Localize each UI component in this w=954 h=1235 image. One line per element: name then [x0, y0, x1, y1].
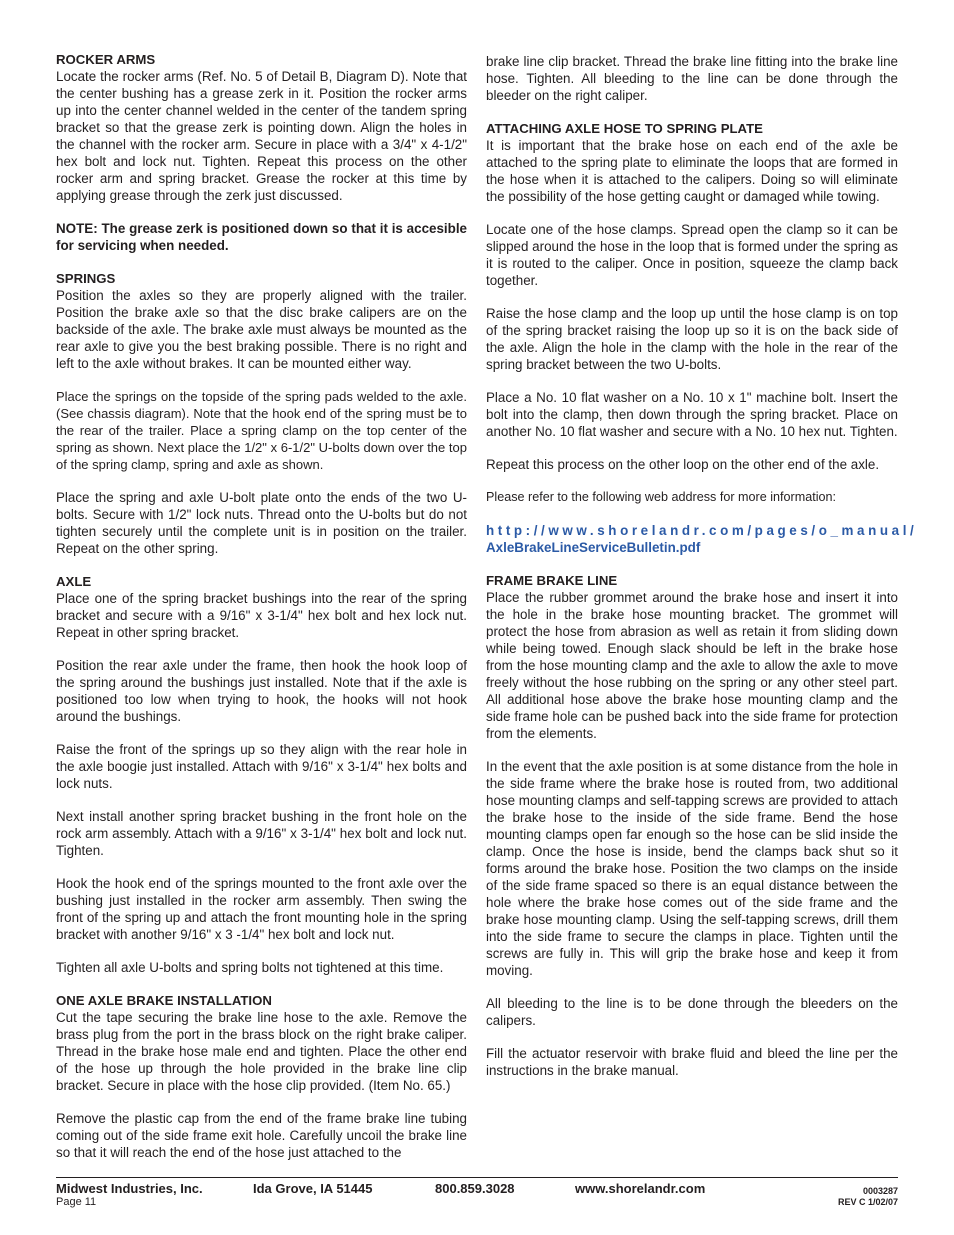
document-number: 0003287: [862, 1186, 898, 1196]
frame-brake-line-heading: FRAME BRAKE LINE: [486, 573, 618, 588]
revision-date: REV C 1/02/07: [837, 1197, 898, 1207]
refer-paragraph: Please refer to the following web address for more information:: [486, 490, 836, 504]
frame-brake-paragraph-3: All bleeding to the line is to be done through the bleeders on the calipers.: [486, 996, 898, 1028]
document-revision: [838, 1186, 898, 1208]
attaching-axle-hose-heading: ATTACHING AXLE HOSE TO SPRING PLATE: [486, 121, 763, 136]
right-column: [486, 53, 918, 1079]
axle-paragraph-3: Raise the front of the springs up so they align with the rear hole in the axle boogie just installed. Attach with 9/16" x 3-1/4" hex bolts and lock nuts.: [56, 742, 467, 791]
one-axle-brake-heading: ONE AXLE BRAKE INSTALLATION: [56, 993, 272, 1008]
attaching-paragraph-1: It is important that the brake hose on each end of the axle be attached to the spring plate to eliminate the loops that are formed in the hose when it is attached to the calipers. Doing so will eliminate the possibility of the hose getting caught or damaged while towing.: [486, 138, 898, 204]
service-bulletin-link-line-1[interactable]: http://www.shorelandr.com/pages/o_manual/: [486, 523, 918, 538]
axle-paragraph-2: Position the rear axle under the frame, then hook the hook loop of the spring around the bushings just installed. Note that if the axle is positioned too low when trying to hook, the hooks will not hook around the bushings.: [56, 658, 467, 724]
footer-city: Ida Grove, IA 51445: [253, 1181, 373, 1196]
axle-paragraph-6: Tighten all axle U-bolts and spring bolts not tightened at this time.: [56, 960, 444, 975]
axle-paragraph-5: Hook the hook end of the springs mounted to the front axle over the bushing just installed in the rocker arm assembly. Then swing the front of the spring up and attach the front mounting hole in the spring bracket with another 9/16" x 3 -1/4" hex bolt and lock nut.: [56, 876, 467, 942]
frame-brake-paragraph-2: In the event that the axle position is at some distance from the hole in the side frame where the brake hose is routed from, two additional hose mounting clamps and self-tapping screws are provided to attach the brake hose to the inside of the side frame. Bend the hose mounting clamps open far enough so the hose can be slid inside the clamp. Once the hose is inside, bend the clamps back shut so it forms around the brake hose. Position the two clamps on the inside of the side frame spaced so there is an equal distance between the hole where the brake hose comes out of the side frame and the brake hose mounting clamp. Using the self-tapping screws, drill them into the side frame to secure the clamps in place. Tighten until the screws are fully in. This will grip the brake hose and keep it from moving.: [486, 759, 898, 978]
springs-paragraph-1: Position the axles so they are properly aligned with the trailer. Position the brake axle so that the disc brake calipers are on the backside of the axle. The brake axle must always be mounted as the rear axle to give you the best braking possible. There is no right and left to the axle without brakes. It can be mounted either way.: [56, 288, 467, 371]
springs-paragraph-3: Place the spring and axle U-bolt plate onto the ends of the two U-bolts. Secure with 1/2" lock nuts. Thread onto the U-bolts but do not tighten securely until the complete unit is in position on the trailer. Repeat on the other spring.: [56, 490, 467, 556]
attaching-paragraph-5: Repeat this process on the other loop on the other end of the axle.: [486, 457, 880, 472]
one-axle-brake-paragraph-2: Remove the plastic cap from the end of the frame brake line tubing coming out of the side frame exit hole. Carefully uncoil the brake line so that it will reach the end of the hose just attached to the: [56, 1111, 467, 1160]
footer-divider: [56, 1177, 898, 1178]
attaching-paragraph-4: Place a No. 10 flat washer on a No. 10 x 1" machine bolt. Insert the bolt into the clamp, then down through the spring bracket. Place on another No. 10 flat washer and secure with a No. 10 hex nut. Tighten.: [486, 390, 898, 439]
springs-heading: SPRINGS: [56, 271, 116, 286]
attaching-paragraph-3: Raise the hose clamp and the loop up until the hose clamp is on top of the spring bracket raising the loop up so it is on the back side of the axle. Align the hole in the clamp with the hole in the rear of the spring bracket between the two U-bolts.: [486, 306, 898, 372]
attaching-paragraph-2: Locate one of the hose clamps. Spread open the clamp so it can be slipped around the hose in the loop that is formed under the spring as it is routed to the caliper. Once in position, squeeze the clamp back together.: [486, 222, 898, 288]
rocker-arms-paragraph: Locate the rocker arms (Ref. No. 5 of Detail B, Diagram D). Note that the center bushing has a grease zerk in it. Position the rocker arms up into the center channel welded in the center of the tandem spring bracket so that the grease zerk is pointing down. Align the holes in the channel with the rocker arm. Secure in place with a 3/4" x 4-1/2" hex bolt and lock nut. Tighten. Repeat this process on the other rocker arm and spring bracket. Grease the rocker at this time by applying grease through the zerk just discussed.: [56, 69, 467, 203]
rocker-arms-heading: ROCKER ARMS: [56, 52, 156, 67]
service-bulletin-link-line-2[interactable]: AxleBrakeLineServiceBulletin.pdf: [486, 540, 701, 555]
axle-heading: AXLE: [56, 574, 92, 589]
one-axle-brake-paragraph-1: Cut the tape securing the brake line hose to the axle. Remove the brass plug from the port in the brass block on the right brake caliper. Thread in the brake hose male end and tighten. Place the other end of the hose up through the hole provided in the brake line clip bracket. Secure in place with the hose clip provided. (Item No. 65.): [56, 1010, 467, 1093]
axle-paragraph-4: Next install another spring bracket bushing in the front hole on the rock arm assembly. Attach with a 9/16" x 3-1/4" hex bolt and lock nut. Tighten.: [56, 809, 467, 858]
footer-website: www.shorelandr.com: [575, 1181, 706, 1196]
frame-brake-paragraph-1: Place the rubber grommet around the brake hose and insert it into the hole in the brake hose mounting bracket. The grommet will protect the hose from abrasion as well as retain it from sliding down while being towed. Enough slack should be left in the brake hose from the hose mounting clamp and the axle to allow the axle to move freely without the hose rubbing on the spring or any other steel part. All additional hose above the brake hose mounting clamp and the side frame hole can be pushed back into the side frame for protection from the elements.: [486, 590, 898, 741]
left-column: [56, 51, 467, 1161]
continued-paragraph: brake line clip bracket. Thread the brake line fitting into the brake line hose. Tighten. All bleeding to the line can be done through the bleeder on the right caliper.: [486, 54, 898, 103]
frame-brake-paragraph-4: Fill the actuator reservoir with brake fluid and bleed the line per the instructions in the brake manual.: [486, 1046, 898, 1078]
footer-company: Midwest Industries, Inc.: [56, 1181, 203, 1196]
page-number: Page 11: [56, 1196, 97, 1208]
axle-paragraph-1: Place one of the spring bracket bushings into the rear of the spring bracket and secure with a 9/16" x 3-1/4" hex bolt and hex lock nut. Repeat in other spring bracket.: [56, 591, 467, 640]
grease-zerk-note: NOTE: The grease zerk is positioned down so that it is accesible for servicing when needed.: [56, 221, 467, 253]
footer-phone: 800.859.3028: [435, 1181, 515, 1196]
springs-paragraph-2: Place the springs on the topside of the spring pads welded to the axle. (See chassis diagram). Note that the hook end of the spring must be to the rear of the trailer. Place a spring clamp on the top center of the spring as shown. Next place the 1/2" x 6-1/2" U-bolts down over the top of the spring clamp, spring and axle as shown.: [56, 389, 467, 472]
